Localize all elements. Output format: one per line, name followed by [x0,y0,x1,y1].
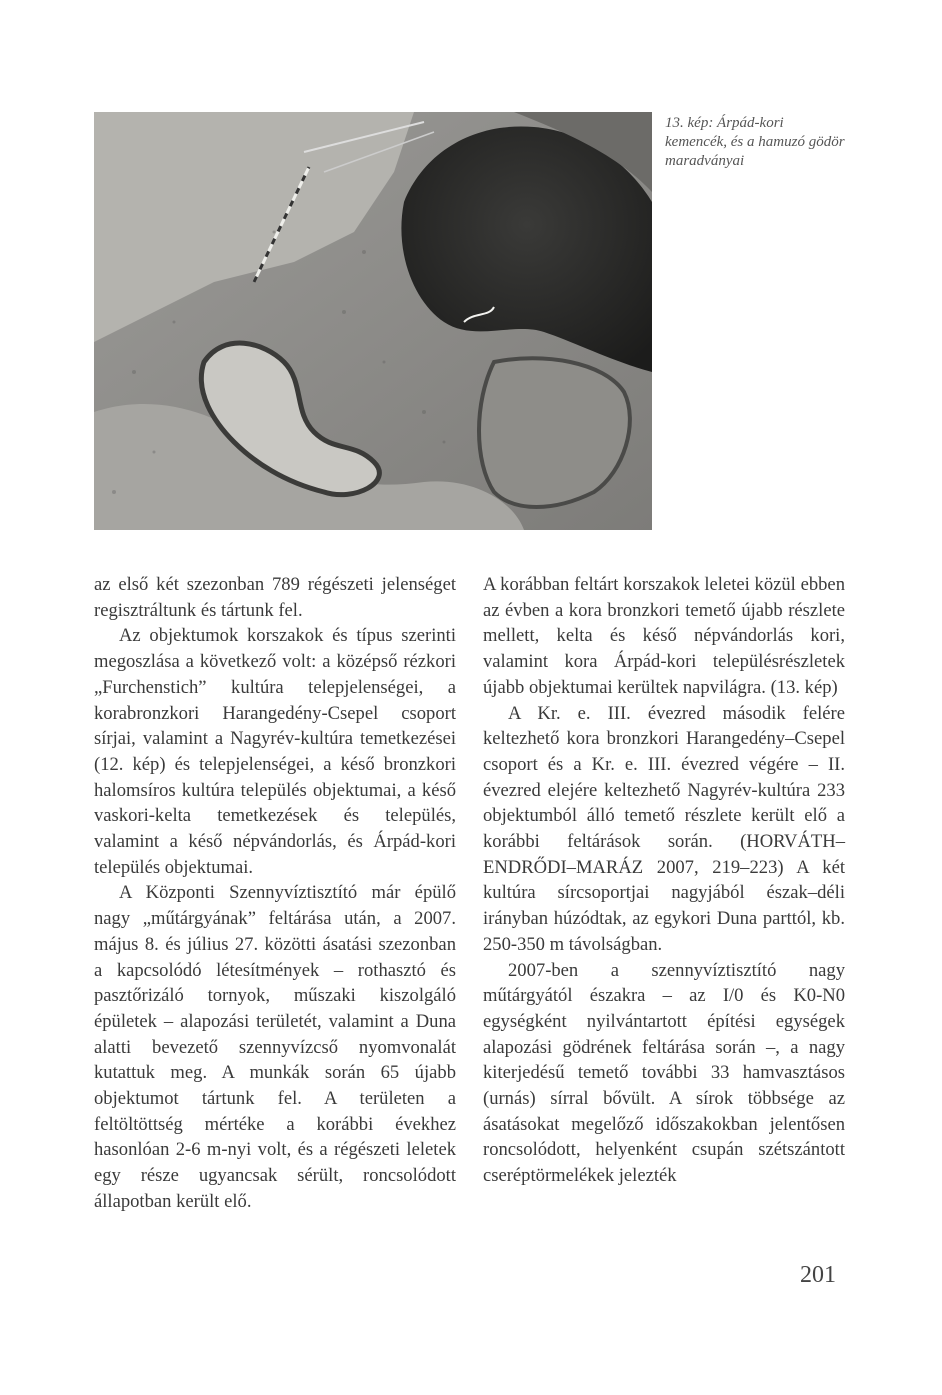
page-number: 201 [800,1262,836,1288]
paragraph: A Kr. e. III. évezred második felére keltezhető kora bronzkori Harangedény–Csepel csoport és a Kr. e. III. évezred végére – II. évezred elejére keltezhető Nagyrév-kultúra 233 objektumból álló temető részlete került elő a korábbi feltárások során. (HORVÁTH–ENDRŐDI–MARÁZ 2007, 219–223) A két kultúra sírcsoportjai nagyjából észak–déli irányban húzódtak, az egykori Duna parttól, kb. 250-350 m távolságban. [483,702,845,955]
paragraph: A Központi Szennyvíztisztító már épülő nagy „műtárgyának” feltárása után, a 2007. május 8. és július 27. közötti ásatási szezonban a kapcsolódó létesítmények – rothasztó és pasztőrizáló tornyok, műszaki kiszolgáló épületek – alapozási területét, valamint a Duna alatti bevezető szennyvízcső nyomvonalát kutattuk meg. A munkák során 65 újabb objektumot tártunk fel. A területen a feltöltöttség mértéke a korábbi évekhez hasonlóan 2-6 m-nyi volt, és a régészeti leletek egy része ugyancsak sérült, roncsolódott állapotban került elő. [94,882,456,1212]
paragraph: Az objektumok korszakok és típus szerinti megoszlása a következő volt: a középső rézkori „Furchenstich” kultúra telepjelenségei, a korabronzkori Harangedény-Csepel csoport sírjai, valamint a Nagyrév-kultúra temetkezései (12. kép) és telepjelenségei, a késő bronzkori halomsíros kultúra település objektumai, a késő vaskori-kelta temetkezések és település, valamint a késő népvándorlás, és Árpád-kori település objektumai. [94,625,456,878]
excavation-photo-image [94,112,652,530]
paragraph: az első két szezonban 789 régészeti jelenséget regisztráltunk és tártunk fel. [94,574,456,621]
right-text-column [483,572,845,1189]
left-text-column [94,572,456,1215]
paragraph: 2007-ben a szennyvíztisztító nagy műtárgyától északra – az I/0 és K0-N0 egységként nyilvántartott építési egységek alapozási gödrének feltárása során –, a nagy kiterjedésű temető további 33 hamvasztásos (urnás) sírral bővült. A sírok többsége az ásatásokat megelőző időszakokban jelentősen roncsolódott, helyenként csupán szétszántott cseréptörmelékek jelezték [483,959,845,1187]
figure-caption: 13. kép: Árpád-kori kemencék, és a hamuzó gödör maradványai [665,115,845,169]
paragraph: A korábban feltárt korszakok leletei közül ebben az évben a kora bronzkori temető újabb részlete mellett, kelta és késő népvándorlás kori, valamint kora Árpád-kori településrészletek újabb objektumai kerültek napvilágra. (13. kép) [483,574,845,698]
excavation-photo [94,112,652,530]
